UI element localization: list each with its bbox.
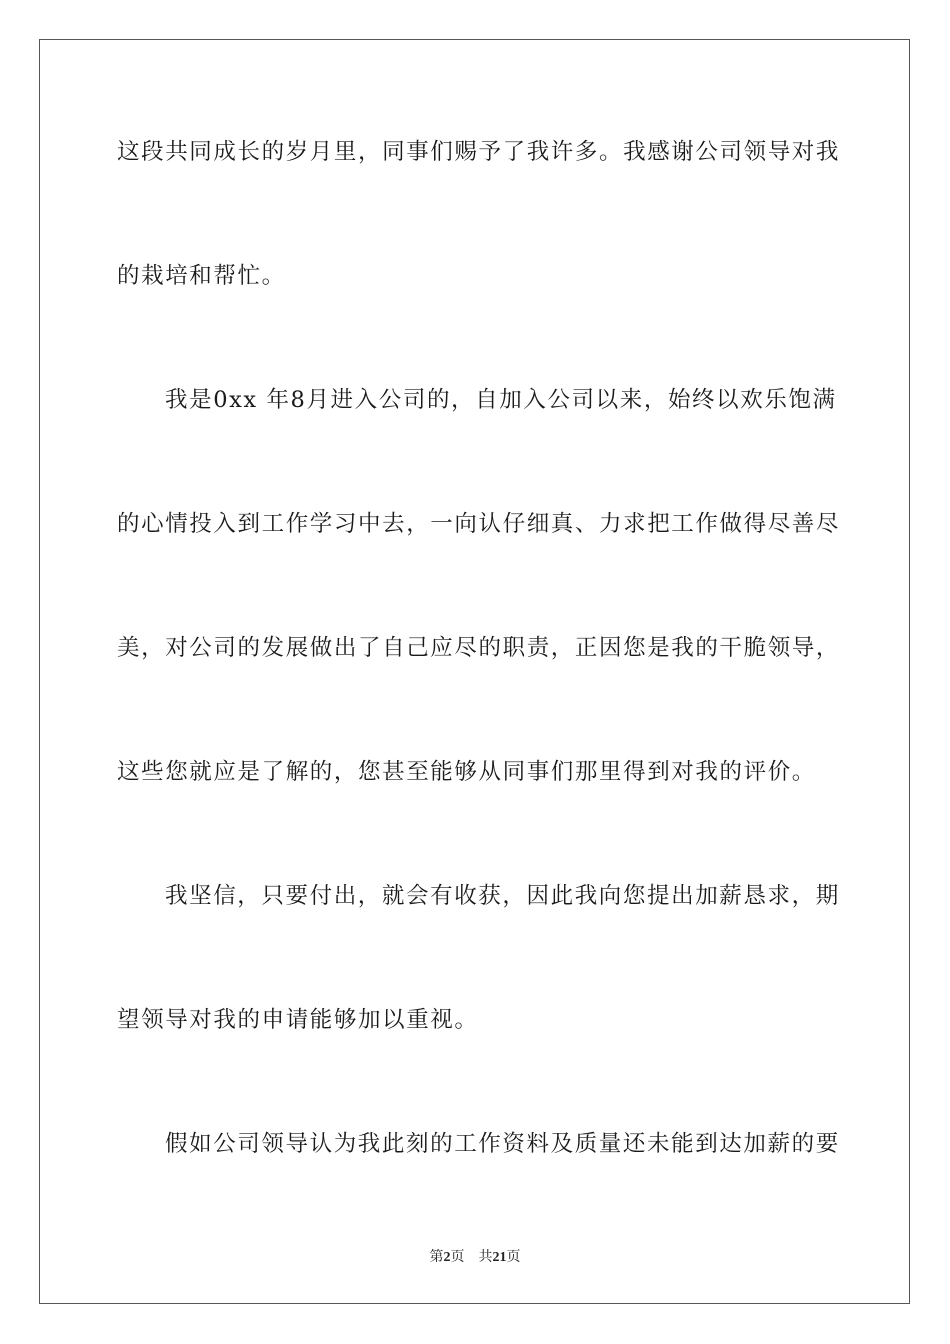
- total-prefix: 共: [478, 1250, 493, 1265]
- page-border: [39, 39, 910, 1304]
- paragraph-2-line-1: 我是0xx 年8月进入公司的，自加入公司以来，始终以欢乐饱满: [165, 387, 837, 413]
- paragraph-4-line-1: 假如公司领导认为我此刻的工作资料及质量还未能到达加薪的要: [165, 1131, 840, 1157]
- paragraph-2-line-2: 的心情投入到工作学习中去，一向认仔细真、力求把工作做得尽善尽: [117, 511, 841, 537]
- total-pages: 21: [492, 1250, 507, 1265]
- paragraph-2-line-3: 美，对公司的发展做出了自己应尽的职责，正因您是我的干脆领导，: [117, 635, 841, 661]
- page-number: 2: [443, 1250, 451, 1265]
- page-prefix: 第: [429, 1250, 444, 1265]
- total-suffix: 页: [506, 1250, 521, 1265]
- page-footer: [0, 1248, 950, 1268]
- page-suffix: 页: [450, 1250, 465, 1265]
- paragraph-1-line-1: 这段共同成长的岁月里，同事们赐予了我许多。我感谢公司领导对我: [117, 139, 841, 165]
- paragraph-1-line-2: 的栽培和帮忙。: [117, 263, 286, 289]
- paragraph-2-line-4: 这些您就应是了解的，您甚至能够从同事们那里得到对我的评价。: [117, 759, 816, 785]
- paragraph-3-line-1: 我坚信，只要付出，就会有收获，因此我向您提出加薪恳求，期: [165, 883, 840, 909]
- paragraph-3-line-2: 望领导对我的申请能够加以重视。: [117, 1007, 479, 1033]
